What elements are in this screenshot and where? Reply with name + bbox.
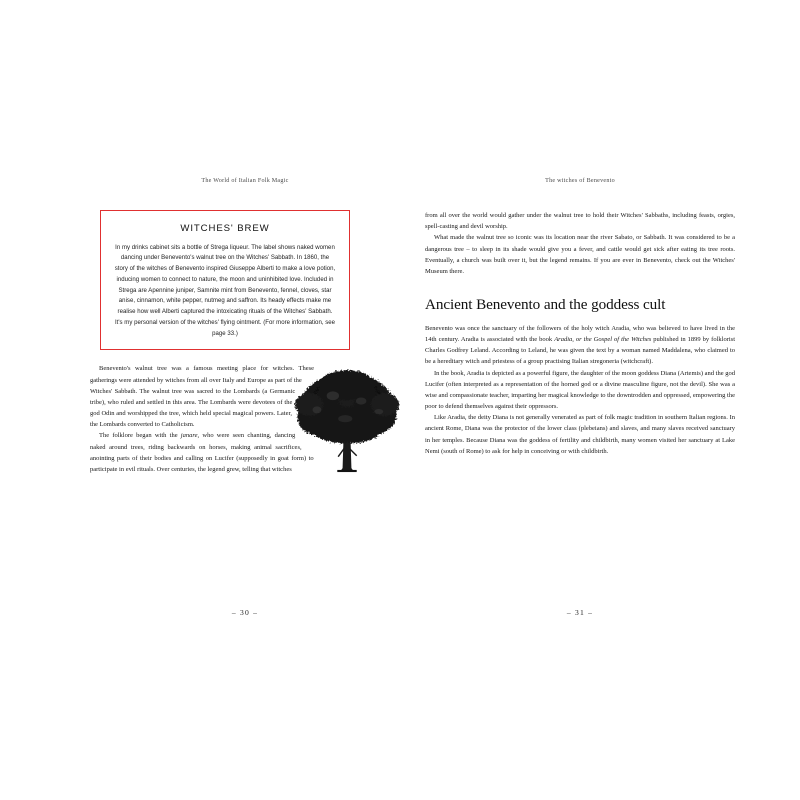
walnut-tree-engraving bbox=[294, 365, 400, 483]
right-paragraph-3: Benevento was once the sanctuary of the followers of the holy witch Aradia, who was believed to have lived in the 14th century. Aradia is associated with the book Aradia, or the Gospel of the Witches published in 1899 by folklorist Charles Godfrey Leland. According to Leland, he was given the text by a woman named Maddalena, who claimed to be a hereditary witch and priestess of a group practising Italian stregoneria (witchcraft). bbox=[425, 324, 736, 366]
left-paragraph-1: Benevento's walnut tree was a famous meeting place for witches. These gatherings were attended by witches from all over Italy and Europe as part of the Witches' Sabbath. The walnut tree was sacred to the Lombards (a Germanic tribe), who ruled and settled in this area. The Lombards were devotees of the god Odin and worshipped the tree, which held special magical powers. Later, the Lombards converted to Catholicism. bbox=[90, 365, 315, 429]
right-body-text-bottom bbox=[425, 323, 735, 457]
left-body-text bbox=[90, 363, 400, 475]
running-head-left: The World of Italian Folk Magic bbox=[201, 178, 289, 184]
callout-body: In my drinks cabinet sits a bottle of Strega liqueur. The label shows naked women dancing under Benevento's walnut tree on the Witches' Sabbath. In 1860, the story of the witches of Benevento inspired Giuseppe Alberti to make a love potion, inducing women to connect to nature, the moon and uninhibited love. Included in Strega are Apennine juniper, Samnite mint from Benevento, fennel, cloves, star anise, cinnamon, white pepper, nutmeg and saffron. Its heady effects make me realise how well Alberti captured the intoxicating rituals of the Witches' Sabbath. It's my personal version of the witches' flying ointment. (For more information, see page 33.) bbox=[114, 244, 336, 337]
running-head-right: The witches of Benevento bbox=[545, 178, 615, 184]
right-paragraph-5: Like Aradia, the deity Diana is not generally venerated as part of folk magic tradition in southern Italian regions. In ancient Rome, Diana was the protector of the lower class (plebeians) and slaves, and many slaves received sanctuary in her temples. Because Diana was the goddess of fertility and childbirth, many women visited her sanctuary at Lake Nemi (south of Rome) to ask for help in conceiving or with childbirth. bbox=[425, 414, 735, 455]
witches-brew-callout bbox=[100, 210, 350, 350]
callout-title: WITCHES' BREW bbox=[180, 223, 270, 235]
right-paragraph-2: What made the walnut tree so iconic was its location near the river Sabato, or Sabbath. It was considered to be a dangerous tree – to sleep in its shade would give you a fever, and cattle would get sick after eating its tree roots. Eventually, a church was built over it, but the legend remains. If you are ever in Benevento, check out the Witches' Museum there. bbox=[425, 234, 735, 275]
page-number-right: – 31 – bbox=[566, 608, 594, 617]
right-paragraph-4: In the book, Aradia is depicted as a powerful figure, the daughter of the moon goddess Diana (Artemis) and the god Lucifer (often interpreted as a representation of the horned god or a divine masculine figure, not the devil). She was a wise and compassionate teacher, imparting her magical knowledge to the downtrodden and oppressed, empowering the poor to defend themselves against their oppressors. bbox=[425, 369, 735, 411]
left-paragraph-2: The folklore began with the janare, who were seen chanting, dancing naked around trees, riding backwards on horses, making animal sacrifices, anointing parts of their bodies and calling on Lucifer (supposedly in goat form) to participate in evil rituals. Over centuries, the legend grew, telling that witches bbox=[90, 432, 314, 473]
page-number-left: – 30 – bbox=[231, 608, 259, 617]
right-page bbox=[425, 178, 735, 628]
section-heading: Ancient Benevento and the goddess cult bbox=[425, 296, 666, 314]
left-page bbox=[90, 178, 400, 628]
right-paragraph-1: from all over the world would gather under the walnut tree to hold their Witches' Sabbaths, including feasts, orgies, spell-casting and devil worship. bbox=[425, 212, 735, 231]
right-body-text-top bbox=[425, 210, 735, 277]
